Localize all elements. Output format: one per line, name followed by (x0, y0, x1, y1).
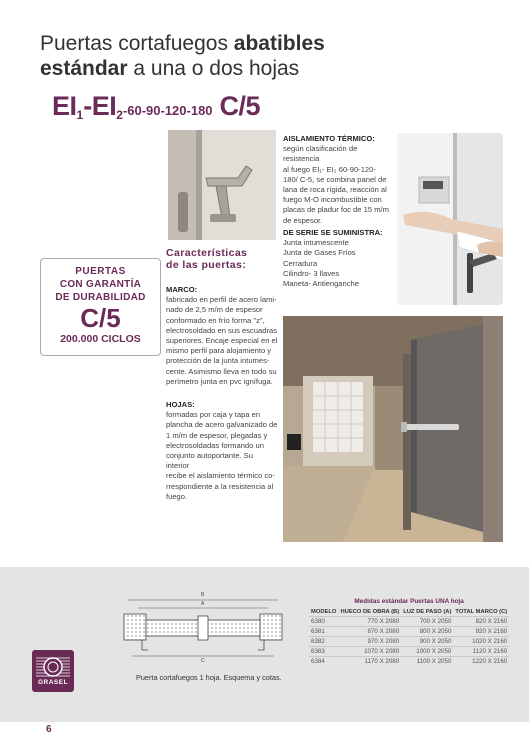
title-line-1: Puertas cortafuegos abatibles (40, 32, 325, 55)
page-number: 6 (46, 724, 52, 735)
door-panel-photo (397, 133, 503, 305)
text-line: de espesor. (283, 215, 323, 225)
table-cell: 970 X 2080 (338, 637, 401, 647)
text-line: mismo perfil para alojamiento y (166, 346, 272, 356)
supplied-standard-list: DE SERIE SE SUMINISTRA: Junta intumescente Junta de Gases Fríos Cerradura Cilindro- 3 llaves Maneta- Antienganche (283, 228, 395, 289)
title-line-2: estándar a una o dos hojas (40, 57, 300, 80)
table-row (309, 637, 509, 647)
text-line: fabricado en perfil de acero lami- (166, 295, 277, 305)
text-line: cente. Asimismo lleva en todo su (166, 366, 277, 376)
text-line: al fuego EI₁- EI₂ 60-90-120- (283, 164, 376, 174)
text-line: conformado en frío forma "z", (166, 315, 265, 325)
table-cell: 6384 (309, 657, 338, 667)
table-cell: 6383 (309, 647, 338, 657)
text-line: Junta de Gases Fríos (283, 248, 356, 258)
badge-line-1: PUERTAS (75, 266, 126, 277)
text-line: según clasificación de resistencia (283, 144, 358, 164)
dimension-a-label: A (201, 601, 205, 607)
table-cell: 800 X 2050 (401, 627, 453, 637)
badge-line-2: CON GARANTÍA (59, 279, 142, 290)
table-row (309, 627, 509, 637)
corridor-door-photo (283, 316, 503, 542)
text-line: conjunto autoportante. Su interior (166, 451, 253, 471)
table-cell: 6382 (309, 637, 338, 647)
table-cell: 1120 X 2160 (453, 647, 509, 657)
frame-description: MARCO: fabricado en perfil de acero lami- nado de 2,5 m/m de espesor conformado en frío forma "z", electrosoldado en sus escuadras superiores. Encaje especial en el mismo perfil para alojamiento y protección de la junta intumes- cente. Asimismo lleva en todo su perímetro junta en pvc ignífuga. (166, 285, 278, 386)
table-cell: 6380 (309, 617, 338, 627)
column-header: LUZ DE PASO (A) (403, 609, 452, 615)
text-line: electrosoldado en sus escuadras (166, 325, 278, 335)
text-line: Junta intumescente (283, 238, 349, 248)
table-header-row (309, 608, 509, 617)
text-line: 1 m/m de espesor, plegadas y (166, 430, 268, 440)
leaves-description: HOJAS: formadas por caja y tapa en plancha de acero galvanizado de 1 m/m de espesor, plegadas y electrosoldadas formando un conjunto autoportante. Su interior recibe el aislamiento térmico co- rrespondiente a la resistencia al fuego. (166, 400, 278, 501)
text-line: fuego M-O incombustible con (283, 195, 382, 205)
guarantee-badge (40, 258, 161, 356)
text-line: protección de la junta intumes- (166, 356, 270, 366)
badge-line-3: DE DURABILIDAD (55, 292, 146, 303)
text-line: nado de 2,5 m/m de espesor (166, 305, 263, 315)
table-cell: 770 X 2080 (338, 617, 401, 627)
thermal-insulation-description: AISLAMIENTO TÉRMICO: según clasificación de resistencia al fuego EI₁- EI₂ 60-90-120- 180/ C-5, se combina panel de lana de roca rígida, reacción al fuego M-O incombustible con placas de pladur foc de 15 m/m de espesor. (283, 134, 395, 226)
table-cell: 820 X 2160 (453, 617, 509, 627)
text-line: superiores. Encaje especial en el (166, 336, 278, 346)
text-line: electrosoldadas formando un (166, 440, 264, 450)
table-cell: 1070 X 2080 (338, 647, 401, 657)
text-line: rrespondiente a la resistencia al (166, 481, 274, 491)
text-line: 180/ C-5, se combina panel de (283, 174, 387, 184)
table-cell: 1100 X 2050 (401, 657, 453, 667)
dimension-c-label: C (201, 658, 205, 664)
table-cell: 920 X 2160 (453, 627, 509, 637)
text-line: Cerradura (283, 258, 318, 268)
table-row (309, 617, 509, 627)
text-line: formadas por caja y tapa en (166, 410, 261, 420)
text-line: fuego. (166, 491, 188, 501)
badge-durability-class: C/5 (80, 303, 121, 333)
grasel-logo (32, 650, 74, 692)
fire-rating-heading: $EI_1-EI_2-60-90-120-180$ C/5 (52, 91, 261, 122)
table-cell: 1220 X 2160 (453, 657, 509, 667)
text-line: recibe el aislamiento térmico co- (166, 471, 275, 481)
badge-cycles: 200.000 CICLOS (60, 333, 141, 345)
table-cell: 1000 X 2050 (401, 647, 453, 657)
table-cell: 6381 (309, 627, 338, 637)
table-row (309, 657, 509, 667)
table-cell: 870 X 2080 (338, 627, 401, 637)
door-handle-photo (168, 130, 276, 240)
text-line: placas de pladur foc de 15 m/m (283, 205, 389, 215)
text-line: Cilindro- 3 llaves (283, 268, 340, 278)
table-row (309, 647, 509, 657)
text-line: Maneta- Antienganche (283, 279, 359, 289)
text-line: plancha de acero galvanizado de (166, 420, 278, 430)
table-title: Medidas estándar Puertas UNA hoja (354, 598, 464, 605)
column-header: HUECO DE OBRA (B) (340, 609, 400, 615)
column-header: TOTAL MARCO (C) (455, 609, 508, 615)
table-cell: 900 X 2050 (401, 637, 453, 647)
characteristics-heading: Características de las puertas: (166, 247, 248, 271)
dimension-b-label: B (201, 592, 205, 598)
standard-sizes-table (309, 597, 509, 666)
table-cell: 1020 X 2160 (453, 637, 509, 647)
door-section-diagram (118, 590, 288, 670)
diagram-caption: Puerta cortafuegos 1 hoja. Esquema y cotas. (136, 673, 282, 682)
table-cell: 1170 X 2080 (338, 657, 401, 667)
column-header: MODELO (311, 609, 337, 615)
table-cell: 700 X 2050 (401, 617, 453, 627)
text-line: lana de roca rígida, reacción al (283, 185, 387, 195)
logo-text: GRASEL (37, 679, 69, 686)
text-line: perímetro junta en pvc ignífuga. (166, 376, 273, 386)
